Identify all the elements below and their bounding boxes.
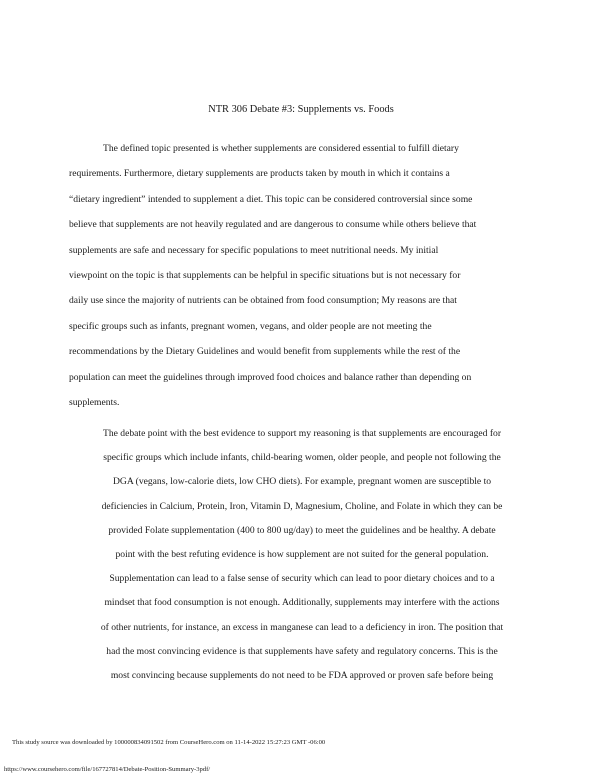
text-line: daily use since the majority of nutrients can be obtained from food consumption; My reasons are that [69,295,457,307]
text-line: had the most convincing evidence is that supplements have safety and regulatory concerns. This is the [106,645,498,657]
paragraph-intro [69,136,537,415]
text-line: provided Folate supplementation (400 to 800 ug/day) to meet the guidelines and be healthy. A debate [108,524,496,536]
text-line: DGA (vegans, low-calorie diets, low CHO diets). For example, pregnant women are susceptible to [112,476,492,488]
text-line: The debate point with the best evidence to support my reasoning is that supplements are encouraged for [102,428,502,439]
text-line: of other nutrients, for instance, an excess in manganese can lead to a deficiency in iron. The position that [100,621,504,633]
text-line: The defined topic presented is whether supplements are considered essential to fulfill dietary [103,143,459,154]
text-line: viewpoint on the topic is that supplements can be helpful in specific situations but is not necessary for [69,270,461,282]
text-line: population can meet the guidelines through improved food choices and balance rather than depending on [69,371,472,383]
text-line: specific groups which include infants, child-bearing women, older people, and people not following the [103,452,501,464]
text-line: recommendations by the Dietary Guidelines and would benefit from supplements while the rest of the [69,346,461,358]
text-line: point with the best refuting evidence is how supplement are not suited for the general population. [115,549,489,561]
text-line: deficiencies in Calcium, Protein, Iron, Vitamin D, Magnesium, Choline, and Folate in which they can be [101,500,503,512]
text-line: Supplementation can lead to a false sense of security which can lead to poor dietary choices and to a [109,573,495,585]
text-line: specific groups such as infants, pregnant women, vegans, and older people are not meeting the [69,320,432,332]
text-line: believe that supplements are not heavily regulated and are dangerous to consume while others believe that [69,219,477,231]
text-line: mindset that food consumption is not enough. Additionally, supplements may interfere with the actions [104,597,500,609]
text-line: most convincing because supplements do not need to be FDA approved or proven safe before being [110,670,494,682]
paragraph-debate-points [55,422,549,688]
download-notice: This study source was downloaded by 100000834091502 from CourseHero.com on 11-14-2022 15:27:23 GMT -06:00 [12,739,326,746]
text-line: supplements are safe and necessary for specific populations to meet nutritional needs. My initial [69,244,439,256]
source-url: https://www.coursehero.com/file/167727814/Debate-Position-Summary-3pdf/ [4,766,211,773]
text-line: “dietary ingredient” intended to supplement a diet. This topic can be considered controversial since some [69,193,473,205]
text-line: requirements. Furthermore, dietary supplements are products taken by mouth in which it contains a [69,168,450,180]
document-title: NTR 306 Debate #3: Supplements vs. Foods [208,104,394,115]
text-line: supplements. [69,397,120,409]
